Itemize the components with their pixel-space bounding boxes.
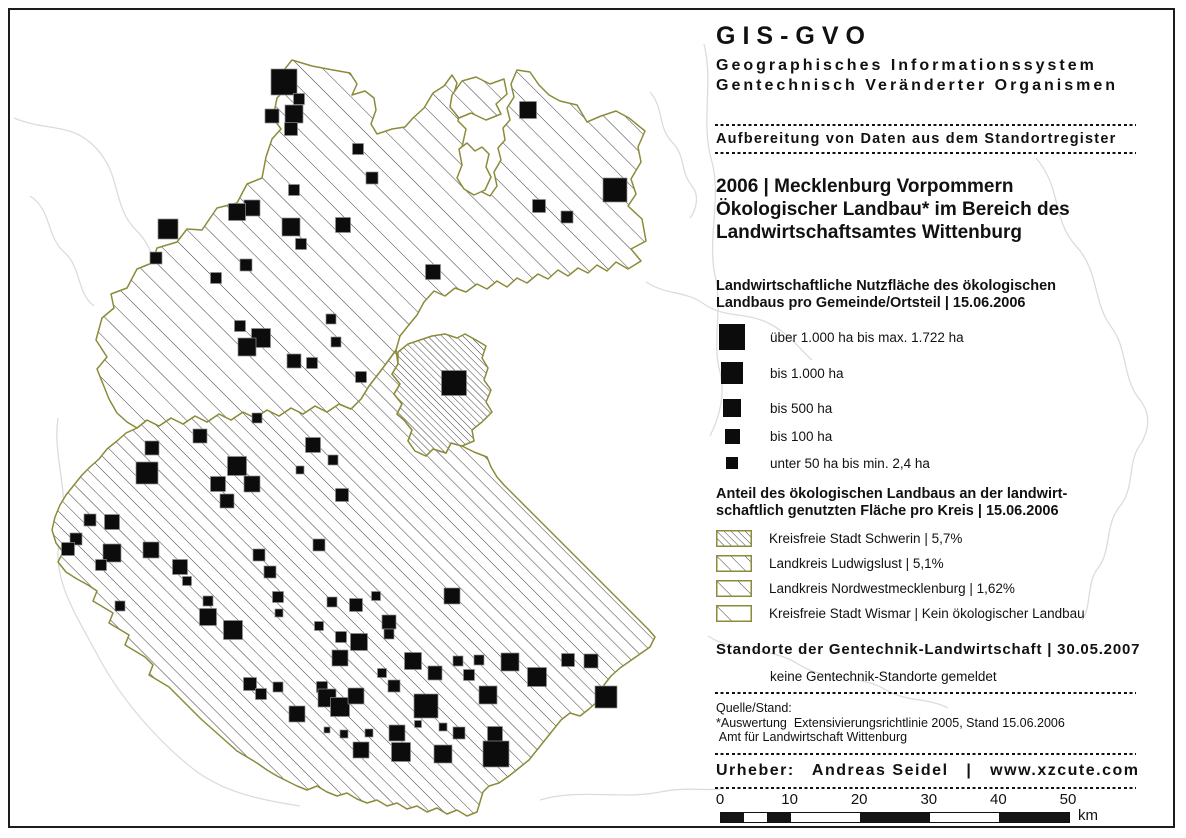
separator-line — [715, 692, 1136, 694]
scale-tick-label: 0 — [715, 791, 725, 808]
scale-bar-segment — [721, 813, 744, 822]
size-legend-item — [716, 358, 844, 388]
share-legend-label: Landkreis Nordwestmecklenburg | 1,62% — [769, 581, 1015, 596]
gmo-section-note: keine Gentechnik-Standorte gemeldet — [770, 669, 997, 684]
credit-line: Urheber: Andreas Seidel | www.xzcute.com — [716, 762, 1140, 779]
size-legend-item — [716, 448, 930, 478]
size-legend-square-icon — [726, 457, 738, 469]
page-title: GIS-GVO — [716, 22, 872, 50]
source-line1: Quelle/Stand: — [716, 701, 792, 715]
size-legend-heading-line2: Landbaus pro Gemeinde/Ortsteil | 15.06.2006 — [716, 295, 1026, 311]
map-title-line2: Ökologischer Landbau* im Bereich des — [716, 199, 1070, 220]
scale-tick-label: 30 — [920, 791, 938, 808]
scale-bar-segment — [860, 813, 930, 822]
gmo-section-heading: Standorte der Gentechnik-Landwirtschaft | 30.05.2007 — [716, 641, 1141, 658]
share-legend-label: Kreisfreie Stadt Schwerin | 5,7% — [769, 531, 963, 546]
size-legend-heading-line1: Landwirtschaftliche Nutzfläche des ökologischen — [716, 278, 1057, 294]
share-legend-item — [716, 530, 962, 547]
share-legend-item — [716, 555, 944, 572]
scale-tick-label: 10 — [781, 791, 798, 808]
separator-line — [715, 753, 1136, 755]
source-line3: Amt für Landwirtschaft Wittenburg — [716, 730, 908, 744]
size-legend-square-icon — [721, 362, 743, 384]
share-legend-heading-line1: Anteil des ökologischen Landbaus an der landwirt- — [716, 486, 1068, 502]
size-legend-square-icon — [725, 429, 740, 444]
subtitle-line2: Gentechnisch Veränderter Organismen — [716, 77, 1118, 94]
scale-tick-label: 20 — [850, 791, 868, 808]
size-legend-square-icon — [719, 324, 745, 350]
scale-tick-label: 50 — [1059, 791, 1077, 808]
share-legend-label: Kreisfreie Stadt Wismar | Kein ökologischer Landbau — [769, 606, 1085, 621]
size-legend-label: bis 1.000 ha — [770, 365, 844, 381]
scale-bar-strip — [720, 812, 1070, 823]
hatch-swatch-icon — [716, 605, 752, 622]
scale-bar-segment — [999, 813, 1069, 822]
separator-line — [715, 124, 1136, 126]
size-legend-item — [716, 421, 832, 451]
hatch-swatch-icon — [716, 555, 752, 572]
share-legend-heading-line2: schaftlich genutzten Fläche pro Kreis | 15.06.2006 — [716, 503, 1059, 519]
separator-line — [715, 787, 1136, 789]
subtitle-line1: Geographisches Informationssystem — [716, 57, 1097, 74]
share-legend-label: Landkreis Ludwigslust | 5,1% — [769, 556, 944, 571]
source-line2: *Auswertung Extensivierungsrichtlinie 2005, Stand 15.06.2006 — [716, 716, 1065, 730]
size-legend-label: bis 500 ha — [770, 400, 833, 416]
size-legend-square-icon — [723, 399, 741, 417]
hatch-swatch-icon — [716, 530, 752, 547]
size-legend-item — [716, 322, 964, 352]
hatch-swatch-icon — [716, 580, 752, 597]
map-title-line3: Landwirtschaftsamtes Wittenburg — [716, 222, 1022, 243]
share-legend-item — [716, 605, 1085, 622]
separator-line — [715, 152, 1136, 154]
scale-tick-label: 40 — [990, 791, 1007, 808]
size-legend-label: unter 50 ha bis min. 2,4 ha — [770, 455, 930, 471]
size-legend-label: bis 100 ha — [770, 428, 833, 444]
register-note: Aufbereitung von Daten aus dem Standortregister — [716, 131, 1117, 147]
size-legend-label: über 1.000 ha bis max. 1.722 ha — [770, 329, 964, 345]
map-title-line1: 2006 | Mecklenburg Vorpommern — [716, 176, 1014, 197]
scale-bar-segment — [767, 813, 790, 822]
scale-bar — [715, 791, 1160, 833]
share-legend-item — [716, 580, 1015, 597]
size-legend-item — [716, 393, 832, 423]
scale-unit-label: km — [1078, 807, 1098, 824]
